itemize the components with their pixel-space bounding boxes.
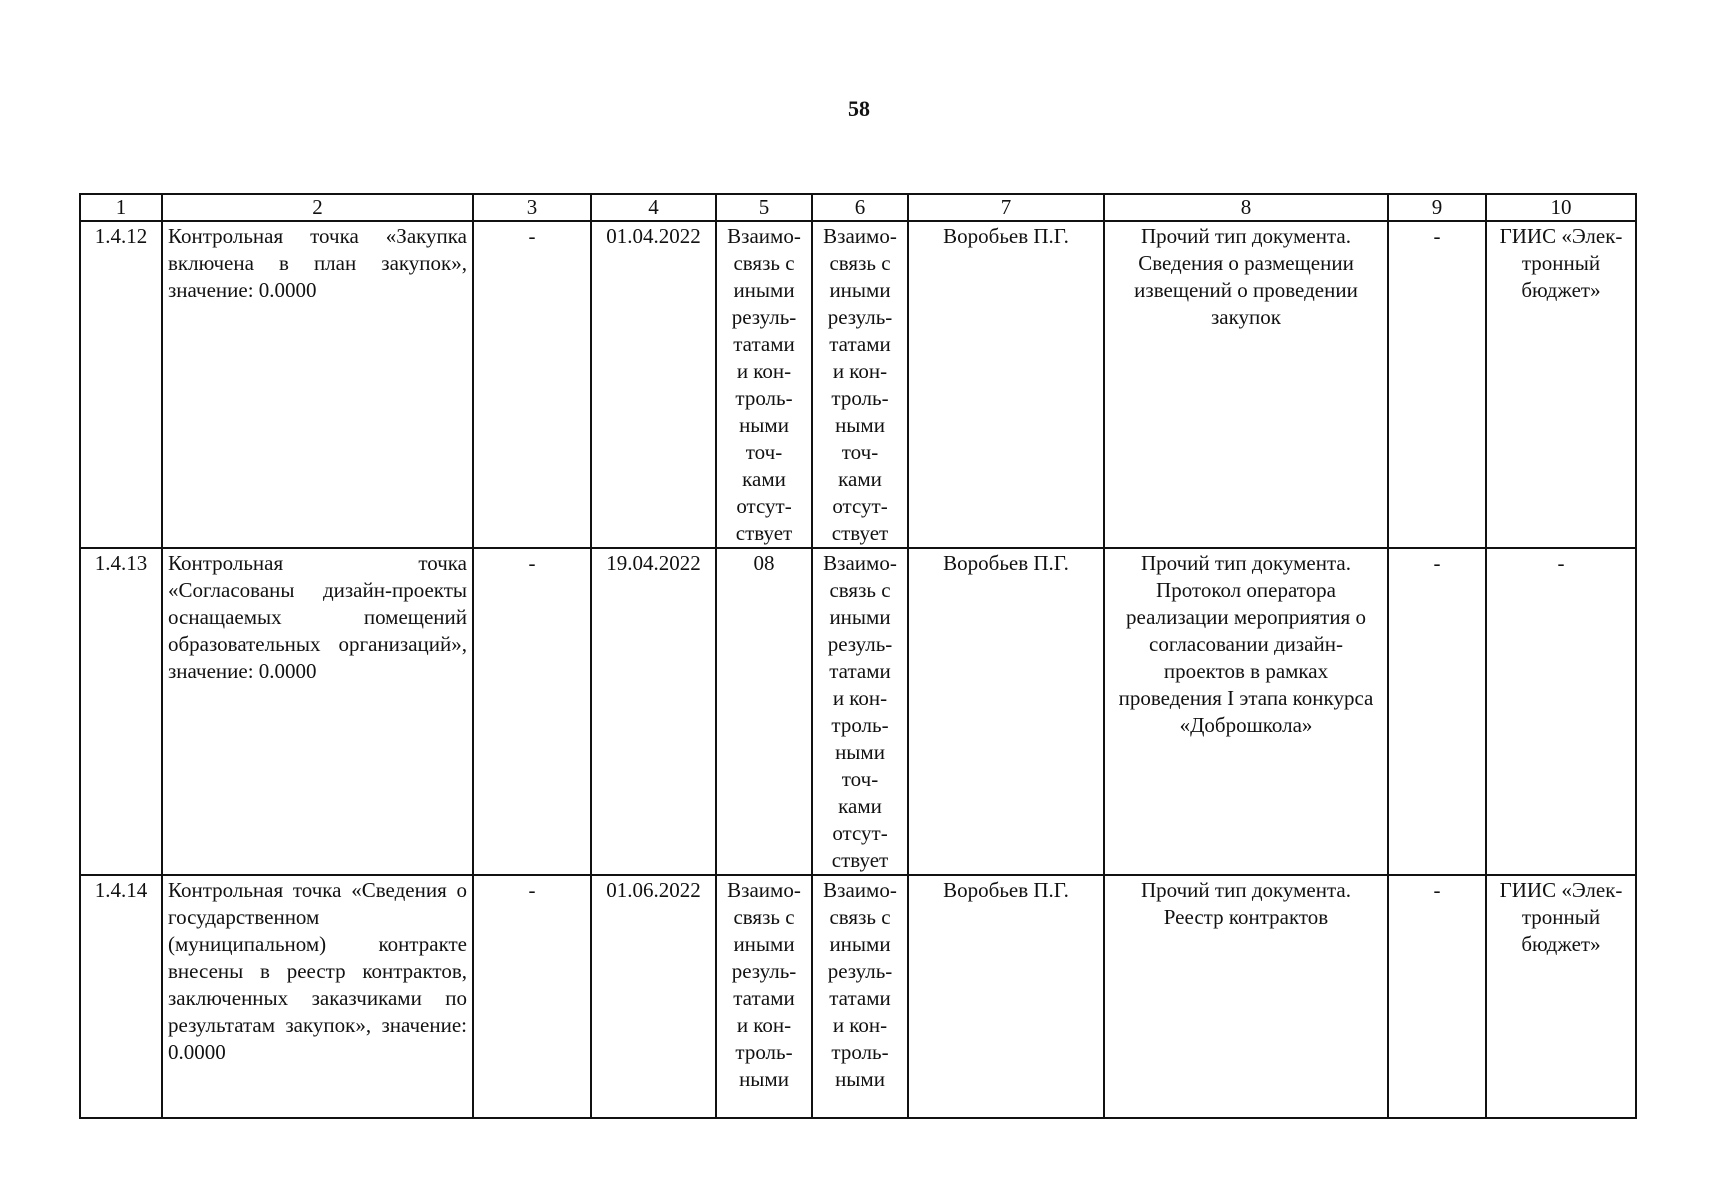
relation-text: Взаимо- связь с иными резуль- татами и кон- троль- ными [823,878,897,1091]
column-header: 2 [162,194,473,221]
information-system-text: ГИИС «Элек- тронный бюджет» [1499,224,1623,302]
responsible-person: Воробьев П.Г. [908,221,1104,548]
cell-col9: - [1388,875,1486,1118]
information-system [1486,875,1636,1118]
column-header: 10 [1486,194,1636,221]
deadline-date: 01.06.2022 [591,875,716,1118]
table-row [80,548,1636,875]
deadline-date: 01.04.2022 [591,221,716,548]
column-header: 9 [1388,194,1486,221]
column-header: 4 [591,194,716,221]
control-point-description: Контрольная точка «Закупка включена в план закупок», значение: 0.0000 [162,221,473,548]
column-header: 7 [908,194,1104,221]
relation-text: Взаимо- связь с иными резуль- татами и кон- троль- ными точ- ками отсут- ствует [823,224,897,545]
relation-cell [812,221,908,548]
information-system-text: - [1557,551,1565,575]
page-number: 58 [848,96,870,121]
document-type: Прочий тип документа. Реестр контрактов [1104,875,1388,1118]
column-header: 8 [1104,194,1388,221]
relation-cell [716,548,812,875]
document-type: Прочий тип документа. Протокол оператора реализации мероприятия о согласовании дизайн-проектов в рамках проведения I этапа конкурса «Доброшкола» [1104,548,1388,875]
cell-col9: - [1388,221,1486,548]
column-header: 6 [812,194,908,221]
control-point-description: Контрольная точка «Согласованы дизайн-проекты оснащаемых помещений образовательных организаций», значение: 0.0000 [162,548,473,875]
information-system-text: ГИИС «Элек- тронный бюджет» [1499,878,1623,956]
relation-text: Взаимо- связь с иными резуль- татами и кон- троль- ными точ- ками отсут- ствует [727,224,801,545]
table-row [80,875,1636,1118]
relation-cell [812,548,908,875]
cell-col3: - [473,221,591,548]
column-header: 1 [80,194,162,221]
column-number-row [80,194,1636,221]
information-system [1486,548,1636,875]
row-number: 1.4.13 [80,548,162,875]
relation-text: Взаимо- связь с иными резуль- татами и кон- троль- ными точ- ками отсут- ствует [823,551,897,872]
relation-cell [812,875,908,1118]
plan-table [79,193,1637,1119]
relation-text: Взаимо- связь с иными резуль- татами и кон- троль- ными [727,878,801,1091]
responsible-person: Воробьев П.Г. [908,875,1104,1118]
cell-col9: - [1388,548,1486,875]
cell-col3: - [473,875,591,1118]
control-point-description: Контрольная точка «Сведения о государственном (муниципальном) контракте внесены в реестр контрактов, заключенных заказчиками по результатам закупок», значение: 0.0000 [162,875,473,1118]
relation-cell [716,221,812,548]
cell-col3: - [473,548,591,875]
document-type: Прочий тип документа. Сведения о размещении извещений о проведении закупок [1104,221,1388,548]
responsible-person: Воробьев П.Г. [908,548,1104,875]
column-header: 3 [473,194,591,221]
relation-text: 08 [753,551,775,575]
deadline-date: 19.04.2022 [591,548,716,875]
row-number: 1.4.12 [80,221,162,548]
relation-cell [716,875,812,1118]
information-system [1486,221,1636,548]
row-number: 1.4.14 [80,875,162,1118]
column-header: 5 [716,194,812,221]
table-row [80,221,1636,548]
